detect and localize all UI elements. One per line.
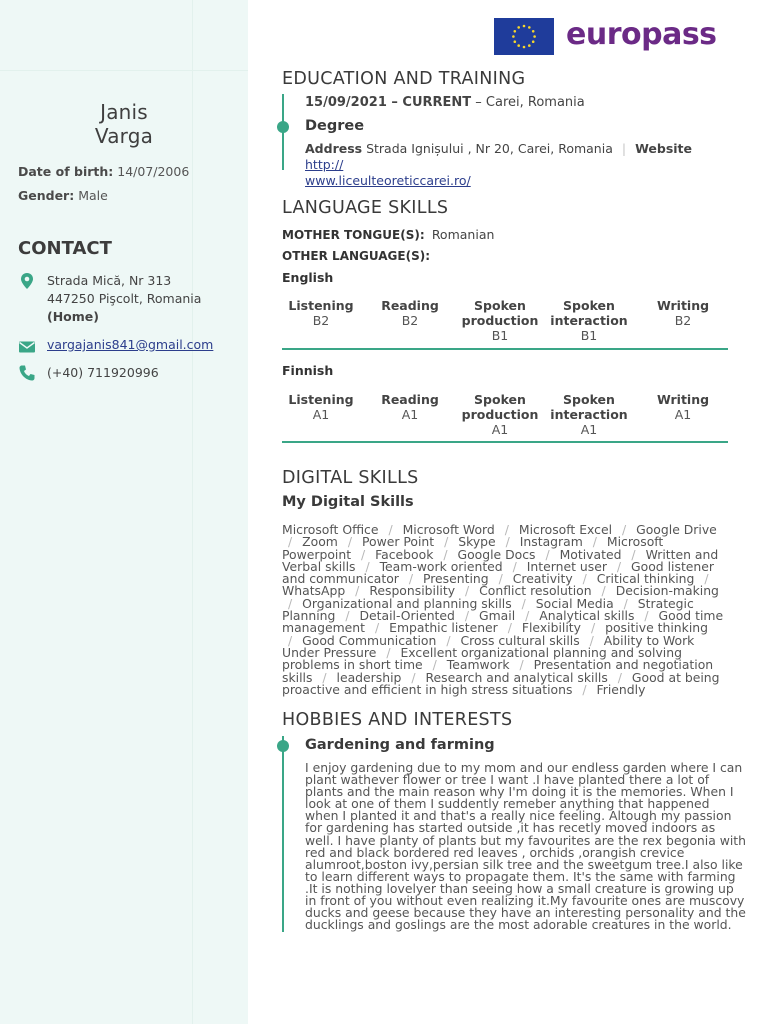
spoken-production-level: B1 [491,328,509,343]
skill-item: Friendly [596,681,646,697]
hobby-text-line: plant wathever flower or tree I want .I have planted there a lot of [305,772,710,788]
writing-level: A1 [674,407,692,422]
location-pin-icon [18,272,36,290]
education-dates-row [305,95,585,110]
europass-logo-text: europass [566,17,717,52]
eu-stars-icon [494,18,554,55]
listening-header: Listening [288,392,354,407]
skill-separator: / [365,558,370,574]
skill-item: Flexibility [521,620,581,636]
spoken-interaction-level: B1 [580,328,598,343]
dob-value: 14/07/2006 [117,164,190,179]
skill-item: Responsibility [369,583,456,599]
skill-separator: / [644,608,649,624]
skill-separator: / [601,583,606,599]
skill-item: Instagram [519,534,583,550]
skill-separator: / [388,522,393,537]
email-icon [18,338,36,356]
skill-separator: / [631,546,636,562]
skill-item: Microsoft Excel [518,522,613,537]
hobbies-timeline-dot [277,740,289,752]
education-dates: 15/09/2021 – CURRENT [305,95,472,110]
language-divider [282,348,728,350]
skill-item: Analytical skills [539,608,635,624]
skill-item: Ability to Work Under Pressure [282,632,695,660]
skill-separator: / [374,620,380,636]
skill-item: Presentation and negotiation skills [282,657,714,685]
production-header: production [461,407,539,422]
skill-item: Social Media [535,595,614,611]
gender-label: Gender: [18,188,75,203]
spoken-interaction-col [544,392,634,437]
skill-separator: / [288,534,293,550]
writing-header: Writing [656,298,710,313]
skill-item: Microsoft Word [402,522,495,537]
first-name: Janis [100,100,148,124]
hobby-text-line: red and black bordered red leaves , orchids ,orangish crevice [305,844,685,860]
phone-icon [18,364,36,382]
contact-phone: (+40) 711920996 [47,365,159,380]
other-languages-label: OTHER LANGUAGE(S): [282,249,430,263]
skill-item: Microsoft Powerpoint [282,534,664,562]
skill-item: Excellent organizational planning and solving problems in short time [282,644,682,673]
address-label: Address [305,141,363,156]
skill-separator: / [623,595,628,611]
skill-separator: / [704,571,709,587]
skill-separator: / [512,558,517,574]
writing-header: Writing [656,392,710,407]
skill-item: Conflict resolution [479,583,592,599]
language-name: Finnish [282,363,334,378]
skill-separator: / [590,620,596,636]
skill-item: Detail-Oriented [359,608,455,624]
skill-item: Team-work oriented [379,558,503,574]
reading-col [365,298,455,328]
spoken-production-col [455,298,545,343]
contact-address [47,272,201,326]
skill-separator: / [386,644,391,660]
skill-separator: / [525,608,530,624]
spoken-production-level: A1 [491,422,509,437]
skill-separator: / [446,632,451,648]
skill-separator: / [521,595,526,611]
skill-item: Power Point [361,534,435,550]
reading-header: Reading [381,392,439,407]
hobby-text-line: for gardening has started outside ,it has recetly moved indoors as [305,820,716,836]
skill-separator: / [361,546,366,562]
reading-header: Reading [381,298,439,313]
website-link[interactable] [305,157,471,188]
skill-item: Cross cultural skills [460,632,580,648]
website-part-1: http:// [305,157,344,172]
hobby-description [305,760,747,933]
skill-separator: / [498,571,503,587]
sidebar-divider [192,0,193,1024]
listening-level: B2 [312,313,330,328]
hobby-text-line: when I planted it and that's a really nice feeling. Altough my passion [305,808,732,824]
email-link[interactable]: vargajanis841@gmail.com [47,337,214,352]
education-title: Degree [305,118,365,134]
address-line-2: 447250 Pişcolt, Romania [47,291,202,306]
hobby-text-line: in front of you without even realizing it.My favourite ones are muscovy [305,893,745,909]
mother-tongue-value: Romanian [431,227,495,242]
address-line-1: Strada Mică, Nr 313 [47,273,172,288]
skill-separator: / [444,534,449,550]
skill-item: Good listener and communicator [282,558,714,587]
skill-separator: / [322,669,327,685]
skill-item: Presenting [422,571,489,587]
skill-item: Good time management [282,608,724,636]
education-address: Strada Ignișului , Nr 20, Carei, Romania [366,141,613,156]
skill-item: Facebook [375,546,434,562]
gender [18,188,108,203]
skill-separator: / [582,571,587,587]
writing-col [638,298,728,328]
education-details [305,141,725,189]
skill-separator: / [545,546,550,562]
skill-item: Internet user [526,558,607,574]
skill-item: Microsoft Office [282,522,379,537]
hobby-text-line: well. I have planty of plants but my favourites are the rex begonia with [305,832,747,848]
skill-separator: / [432,657,437,673]
skill-separator: / [617,669,622,685]
listening-col [276,392,366,422]
skill-item: Decision-making [615,583,719,599]
skill-separator: / [443,546,448,562]
skill-item: WhatsApp [282,583,346,599]
skill-item: Organizational and planning skills [302,595,512,611]
skill-item: Motivated [559,546,622,562]
sidebar-divider [0,70,248,71]
education-timeline-dot [277,121,289,133]
last-name: Varga [94,124,154,148]
spoken-interaction-level: A1 [580,422,598,437]
skill-item: Teamwork [446,657,510,673]
reading-level: B2 [401,313,419,328]
hobby-text-line: I enjoy gardening due to my mom and our endless garden where I can [305,760,743,775]
digital-skills-list [282,524,728,696]
writing-level: B2 [674,313,692,328]
skill-item: Skype [458,534,496,550]
address-type: (Home) [47,309,99,324]
skill-separator: / [519,657,524,673]
skill-separator: / [288,595,293,611]
hobby-text-line: alumroot,boston ivy,persian silk tree and the sweetgum tree.I also like [305,856,743,872]
skill-item: Zoom [302,534,338,550]
sidebar [0,0,248,1024]
reading-col [365,392,455,422]
skill-item: Creativity [512,571,573,587]
skill-item: Gmail [479,608,516,624]
listening-col [276,298,366,328]
language-heading: LANGUAGE SKILLS [282,198,449,218]
hobby-text-line: ducks and geese because they have an interesting personality and the [305,905,746,921]
website-label: Website [635,141,693,156]
skill-item: Good Communication [302,632,437,648]
skill-separator: / [505,534,510,550]
skill-separator: / [582,681,587,697]
skill-separator: / [288,632,293,648]
skill-item: Good at being proactive and efficient in high stress situations [282,669,720,697]
hobbies-heading: HOBBIES AND INTERESTS [282,710,513,730]
spoken-header: Spoken [474,392,526,407]
skill-separator: / [355,583,360,599]
gender-value: Male [78,188,108,203]
hobby-text-line: ducklings and goslings are the most adorable creatures in the world. [305,917,732,933]
skill-separator: / [616,558,622,574]
dob-label: Date of birth: [18,164,114,179]
hobby-text-line: plants and the main reason why I'm doing it is the memories. When I [305,784,734,800]
language-name: English [282,270,334,285]
education-location: – Carei, Romania [471,95,585,110]
hobbies-timeline-line [282,736,284,932]
skill-separator: / [345,608,350,624]
skill-item: Strategic Planning [282,595,694,624]
contact-heading: CONTACT [18,238,112,259]
language-divider [282,441,728,443]
skill-separator: / [408,571,414,587]
detail-separator: | [621,141,627,156]
eu-flag-logo [494,18,554,55]
education-heading: EDUCATION AND TRAINING [282,69,526,89]
skill-separator: / [464,583,470,599]
website-part-2: www.liceulteoreticcarei.ro/ [305,173,471,188]
contact-email [47,336,213,354]
hobby-text-line: to learn different ways to propagate them. It's the same with farming [305,868,736,884]
skill-item: Research and analytical skills [425,669,608,685]
skill-separator: / [411,669,416,685]
digital-subheading: My Digital Skills [282,494,414,510]
spoken-production-col [455,392,545,437]
spoken-header: Spoken [474,298,526,313]
digital-heading: DIGITAL SKILLS [282,468,419,488]
date-of-birth [18,164,189,179]
skill-separator: / [621,522,627,537]
skill-item: positive thinking [605,620,708,636]
spoken-interaction-col [544,298,634,343]
skill-separator: / [464,608,470,624]
skill-separator: / [507,620,512,636]
interaction-header: interaction [550,313,628,328]
skill-item: leadership [336,669,402,685]
writing-col [638,392,728,422]
hobby-text-line: look at one of them I suddently remeber anything that happened [305,796,710,812]
skill-item: Empathic listener [389,620,498,636]
skill-separator: / [347,534,353,550]
spoken-header: Spoken [563,298,615,313]
listening-header: Listening [288,298,354,313]
skill-item: Google Docs [457,546,536,562]
reading-level: A1 [401,407,419,422]
production-header: production [461,313,539,328]
hobby-title: Gardening and farming [305,737,495,753]
mother-tongue-label: MOTHER TONGUE(S): [282,228,425,242]
skill-item: Critical thinking [596,571,695,587]
skill-separator: / [504,522,509,537]
spoken-header: Spoken [563,392,615,407]
skill-separator: / [589,632,594,648]
interaction-header: interaction [550,407,628,422]
listening-level: A1 [312,407,330,422]
hobby-text-line: .It is nothing lovelyer than seeing how a small creature is growing up [305,880,734,896]
skill-item: Written and Verbal skills [282,546,719,574]
skill-separator: / [592,534,597,550]
skill-item: Google Drive [636,522,717,537]
mother-tongue-row [282,227,494,242]
